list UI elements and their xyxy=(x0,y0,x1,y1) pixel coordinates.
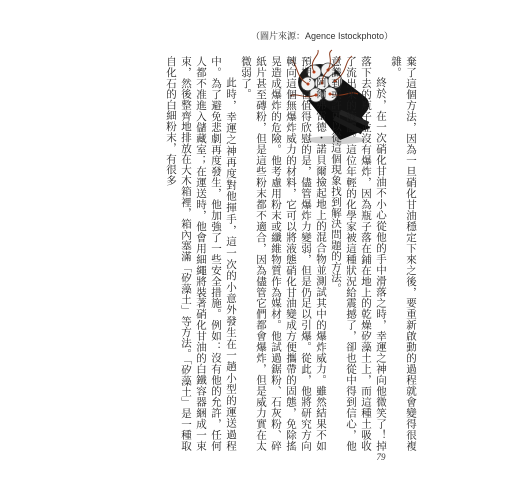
paragraph-3: 阿爾弗雷德・諾貝爾撿起地上的混合物並測試其中的爆炸威力。雖然結果不如預期，但值得欣慰的是，儘管爆炸力變弱，但是仍足以引爆。從此，他將研究方向轉向這個無爆炸威力的材料，它可以將液態硝化甘油變成方便攜帶的固態，免除搖晃造成爆炸的危險。他考慮用粉末或纖維物質作為媒材。他試過鋸粉、石灰粉、碎紙片甚至磚粉，但是這些粉末都不適合，因為儘管它們都會爆炸，但是威力實在太微弱了。 xyxy=(240,56,327,451)
page-number: 79 xyxy=(376,452,386,462)
image-credit: （圖片來源：Agence Istockphoto） xyxy=(250,31,394,41)
paragraph-4: 此時，幸運之神再度對他揮手，這一次的小意外發生在一趟小型的運送過程中。為了避免悲劇再度發生，他加強了一些安全措施。例如：沒有他的允許，任何人都不准進入儲藏室；在運送時，他會用細繩將裝著硝化甘油的白鐵容器綑成一束束，然後整齊地排放在大木箱裡，箱內塞滿「矽藻土」等方法。「矽藻土」是一種取自化石的白細粉末，有很多 xyxy=(165,56,237,451)
paragraph-2: 終於，在一次硝化甘油不小心從他的手中滑落之時，幸運之神向他微笑了！掉落下去的瓶子並沒有爆炸，因為瓶子落在鋪在地上的乾燥矽藻土上，而這種土吸收了流出來的液體。這位年輕的化學家被這種狀況給震撼了，卻也從中得到信心，他意識到或許可以從這個現象找到解決問題的方法。 xyxy=(330,56,387,451)
body-text xyxy=(150,56,418,451)
paragraph-1: 棄了這個方法，因為一旦硝化甘油穩定下來之後，要重新啟動的過程就會變得很複雜。 xyxy=(390,56,417,451)
